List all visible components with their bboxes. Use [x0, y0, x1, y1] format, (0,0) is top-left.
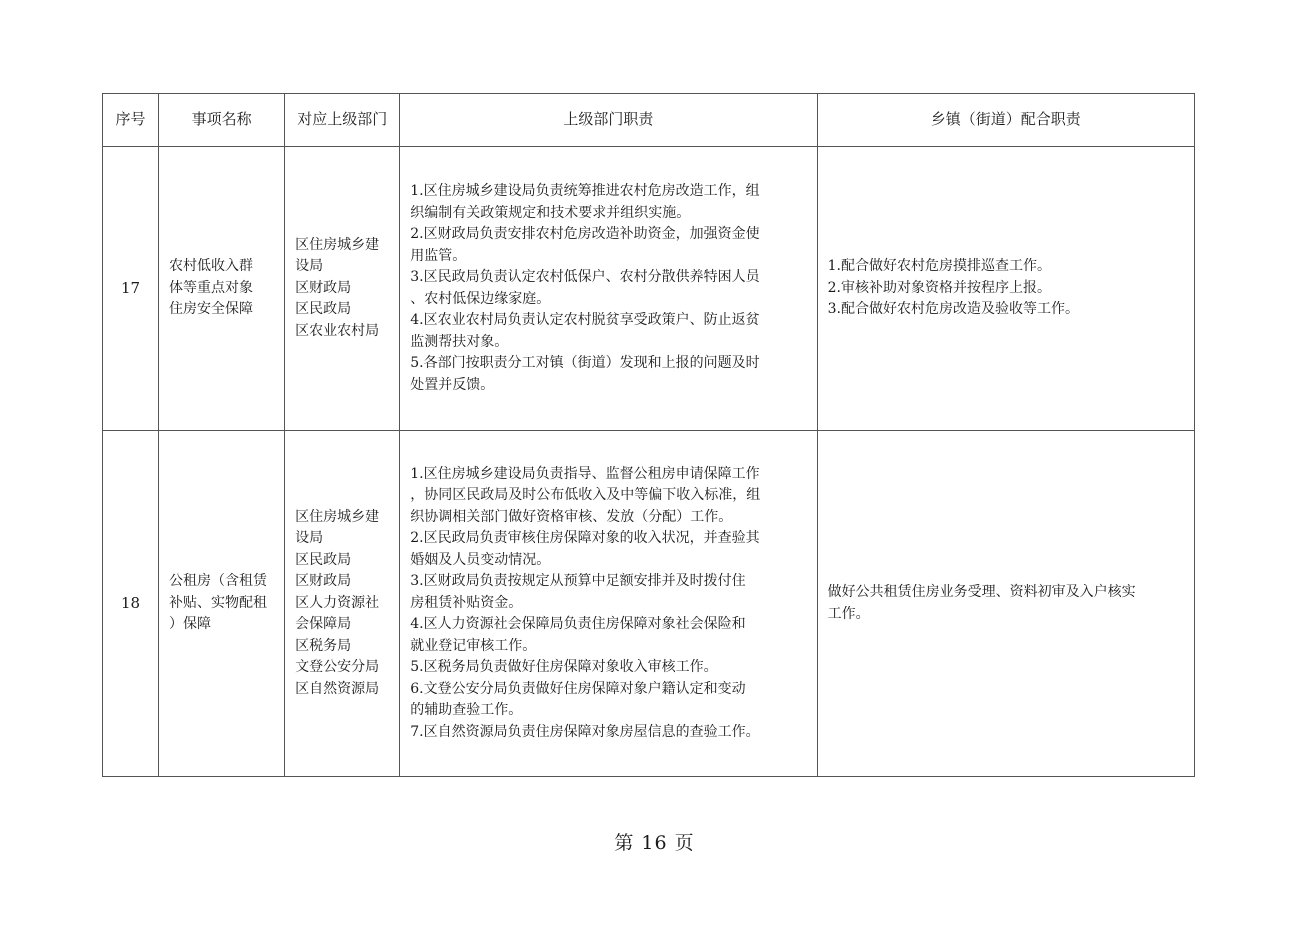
text-line: 区农业农村局 — [295, 322, 380, 339]
text-line: 区民政局 — [295, 301, 352, 318]
text-line: 设局 — [295, 530, 324, 547]
text-line: 区财政局 — [295, 279, 352, 296]
text-line: 4.区农业农村局负责认定农村脱贫享受政策户、防止返贫 — [410, 312, 760, 328]
row-superior-duty — [400, 147, 817, 431]
text-line: 3.区民政局负责认定农村低保户、农村分散供养特困人员 — [410, 269, 760, 285]
text-line: ，协同区民政局及时公布低收入及中等偏下收入标准，组 — [410, 487, 761, 504]
text-line: 体等重点对象 — [169, 279, 254, 296]
text-line: 公租房（含租赁 — [169, 573, 268, 590]
text-line: 区民政局 — [295, 551, 352, 568]
text-line: 6.文登公安分局负责做好住房保障对象户籍认定和变动 — [410, 680, 746, 697]
text-line: 婚姻及人员变动情况。 — [410, 551, 551, 568]
page-number: 第 16 页 — [614, 832, 695, 854]
text-line: 的辅助查验工作。 — [410, 702, 523, 719]
row-superior-dept — [285, 147, 400, 431]
row-seq: 17 — [103, 147, 159, 431]
text-line: 织协调相关部门做好资格审核、发放（分配）工作。 — [410, 508, 733, 525]
row-item-name — [159, 431, 285, 777]
text-line: 5.各部门按职责分工对镇（街道）发现和上报的问题及时 — [410, 355, 760, 371]
text-line: 3.配合做好农村危房改造及验收等工作。 — [827, 301, 1079, 318]
text-line: 区人力资源社 — [295, 594, 380, 611]
header-seq: 序号 — [103, 94, 159, 147]
text-line: ）保障 — [169, 616, 212, 633]
table-row — [103, 431, 1195, 777]
table-header-row — [103, 94, 1195, 147]
header-town-duty: 乡镇（街道）配合职责 — [817, 94, 1194, 147]
text-line: 处置并反馈。 — [410, 376, 495, 393]
text-line: 会保障局 — [295, 616, 352, 633]
text-line: 就业登记审核工作。 — [410, 637, 537, 654]
text-line: 2.审核补助对象资格并按程序上报。 — [827, 279, 1051, 296]
text-line: 7.区自然资源局负责住房保障对象房屋信息的查验工作。 — [410, 723, 760, 740]
text-line: 区住房城乡建 — [295, 508, 380, 525]
text-line: 住房安全保障 — [169, 301, 254, 318]
text-line: 2.区财政局负责安排农村危房改造补助资金，加强资金使 — [410, 226, 760, 242]
text-line: 文登公安分局 — [295, 659, 380, 676]
text-line: 设局 — [295, 258, 324, 275]
row-seq: 18 — [103, 431, 159, 777]
text-line: 区自然资源局 — [295, 680, 380, 697]
text-line: 、农村低保边缘家庭。 — [410, 290, 551, 307]
header-item-name: 事项名称 — [159, 94, 285, 147]
text-line: 4.区人力资源社会保障局负责住房保障对象社会保险和 — [410, 616, 746, 633]
text-line: 房租赁补贴资金。 — [410, 594, 523, 611]
row-town-duty — [817, 147, 1194, 431]
row-superior-dept — [285, 431, 400, 777]
header-superior-dept: 对应上级部门 — [285, 94, 400, 147]
row-superior-duty — [400, 431, 817, 777]
text-line: 5.区税务局负责做好住房保障对象收入审核工作。 — [410, 659, 718, 676]
text-line: 农村低收入群 — [169, 258, 254, 275]
text-line: 1.区住房城乡建设局负责指导、监督公租房申请保障工作 — [410, 465, 760, 482]
text-line: 2.区民政局负责审核住房保障对象的收入状况，并查验其 — [410, 530, 760, 547]
responsibility-table — [102, 93, 1195, 777]
text-line: 监测帮扶对象。 — [410, 333, 509, 350]
row-item-name — [159, 147, 285, 431]
row-town-duty — [817, 431, 1194, 777]
table-row — [103, 147, 1195, 431]
text-line: 补贴、实物配租 — [169, 594, 268, 611]
text-line: 区税务局 — [295, 637, 352, 654]
text-line: 区财政局 — [295, 573, 352, 590]
text-line: 用监管。 — [410, 247, 467, 264]
header-superior-duty: 上级部门职责 — [400, 94, 817, 147]
text-line: 区住房城乡建 — [295, 236, 380, 253]
text-line: 工作。 — [827, 605, 870, 622]
text-line: 1.区住房城乡建设局负责统筹推进农村危房改造工作，组 — [410, 183, 760, 199]
text-line: 3.区财政局负责按规定从预算中足额安排并及时拨付住 — [410, 573, 746, 590]
text-line: 织编制有关政策规定和技术要求并组织实施。 — [410, 204, 691, 221]
text-line: 做好公共租赁住房业务受理、资料初审及入户核实 — [827, 584, 1136, 600]
text-line: 1.配合做好农村危房摸排巡查工作。 — [827, 258, 1051, 275]
